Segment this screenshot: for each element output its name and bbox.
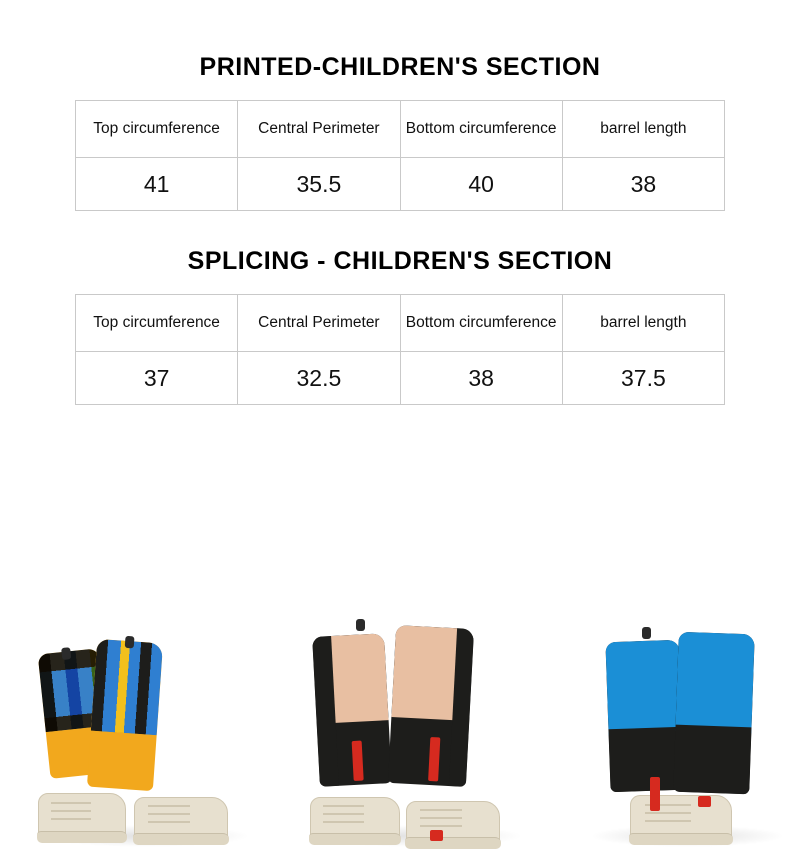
gaiter-leg-front <box>673 632 755 795</box>
table-row <box>76 158 725 211</box>
value-top-circumference: 37 <box>76 352 238 405</box>
boot <box>630 795 732 845</box>
cord-lock <box>642 627 651 639</box>
column-header-barrel-length: barrel length <box>562 101 724 158</box>
boot-left <box>310 797 400 845</box>
cord-lock <box>125 636 135 649</box>
product-image-blue-black <box>580 623 795 853</box>
boot-right <box>406 801 500 849</box>
value-barrel-length: 37.5 <box>562 352 724 405</box>
product-image-beige-black <box>300 613 530 853</box>
section-title-printed: PRINTED-CHILDREN'S SECTION <box>199 53 601 81</box>
table-row <box>76 352 725 405</box>
red-strap <box>352 741 364 781</box>
column-header-top-circumference: Top circumference <box>76 295 238 352</box>
boot-lace <box>323 805 363 807</box>
gaiter-leg-back <box>312 633 392 787</box>
gaiter-leg-front <box>388 625 474 787</box>
boot-sole <box>405 837 501 849</box>
table-header-row <box>76 295 725 352</box>
boot-sole <box>133 833 229 845</box>
value-bottom-circumference: 38 <box>400 352 562 405</box>
blue-panel <box>675 632 754 734</box>
strap-buckle <box>698 796 711 807</box>
value-barrel-length: 38 <box>562 158 724 211</box>
boot-right <box>134 797 228 845</box>
section-title-splicing: SPLICING - CHILDREN'S SECTION <box>187 247 613 275</box>
boot-sole <box>37 831 127 843</box>
boot-left <box>38 793 126 843</box>
value-central-perimeter: 35.5 <box>238 158 400 211</box>
gaiter-leg-front <box>87 639 163 791</box>
value-bottom-circumference: 40 <box>400 158 562 211</box>
boot-sole <box>309 833 401 845</box>
column-header-bottom-circumference: Bottom circumference <box>400 295 562 352</box>
camo-print-panel <box>91 639 163 735</box>
value-central-perimeter: 32.5 <box>238 352 400 405</box>
product-image-printed-camo-yellow <box>30 623 260 853</box>
beige-panel <box>331 633 389 723</box>
blue-panel <box>605 640 682 736</box>
spec-table-splicing <box>75 294 725 405</box>
boot-lace <box>420 809 462 811</box>
boot-sole <box>629 833 733 845</box>
cord-lock <box>356 619 365 631</box>
product-spec-page <box>0 53 800 853</box>
cord-lock <box>61 647 71 660</box>
red-strap <box>650 777 660 811</box>
product-photo-strip <box>0 545 800 853</box>
value-top-circumference: 41 <box>76 158 238 211</box>
boot-lace <box>148 805 190 807</box>
beige-panel <box>391 625 457 720</box>
column-header-barrel-length: barrel length <box>562 295 724 352</box>
column-header-central-perimeter: Central Perimeter <box>238 295 400 352</box>
spec-table-printed <box>75 100 725 211</box>
gaiter-leg-back <box>605 640 684 792</box>
red-strap <box>428 737 440 781</box>
boot-lace <box>51 802 91 804</box>
column-header-bottom-circumference: Bottom circumference <box>400 101 562 158</box>
table-header-row <box>76 101 725 158</box>
column-header-central-perimeter: Central Perimeter <box>238 101 400 158</box>
column-header-top-circumference: Top circumference <box>76 101 238 158</box>
strap-buckle <box>430 830 443 841</box>
black-foot-panel <box>673 724 751 794</box>
